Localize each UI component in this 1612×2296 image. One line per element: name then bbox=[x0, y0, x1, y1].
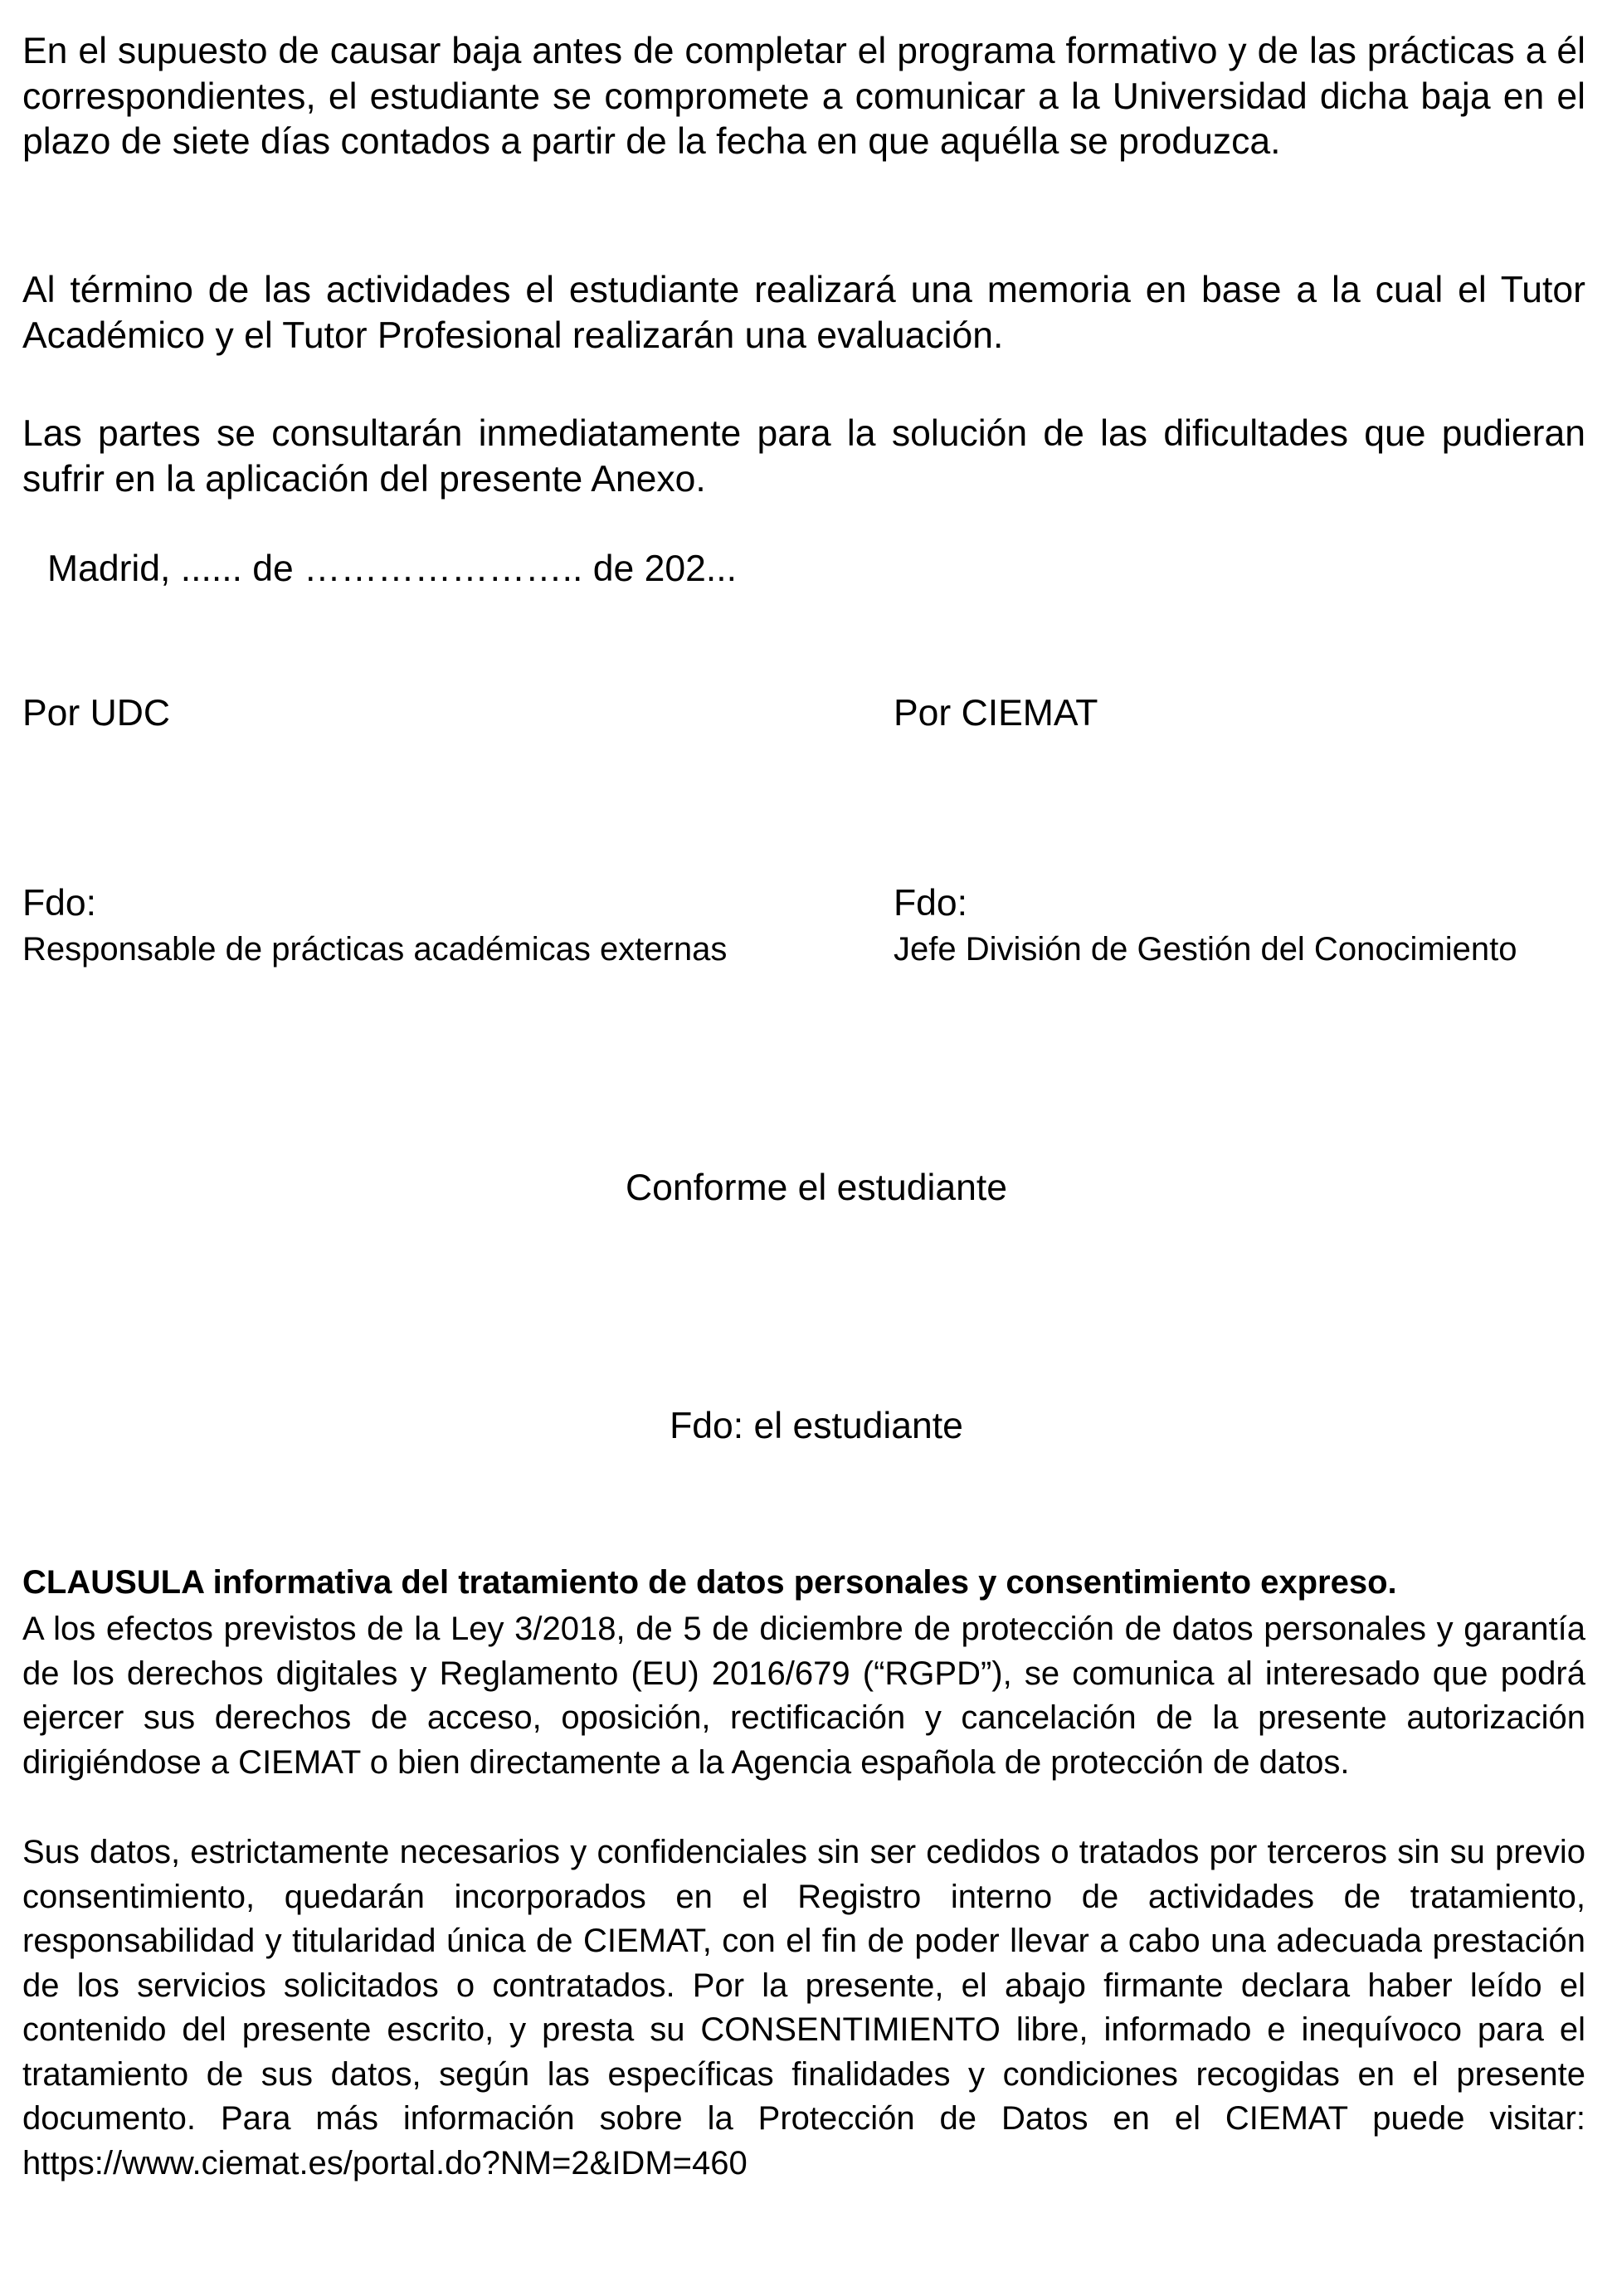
signature-left-role: Responsable de prácticas académicas externas bbox=[22, 931, 728, 968]
student-signature: Fdo: el estudiante bbox=[670, 1406, 963, 1446]
signature-left-header: Por UDC bbox=[22, 693, 171, 734]
signature-right-header: Por CIEMAT bbox=[894, 693, 1098, 734]
clause-paragraph-consent: Sus datos, estrictamente necesarios y confidenciales sin ser cedidos o tratados por terceros sin su previo consentimiento, quedarán incorporados en el Registro interno de actividades de tratamiento, responsabilidad y titularidad única de CIEMAT, con el fin de poder llevar a cabo una adecuada prestación de los servicios solicitados o contratados. Por la presente, el abajo firmante declara haber leído el contenido del presente escrito, y presta su CONSENTIMIENTO libre, informado e inequívoco para el tratamiento de sus datos, según las específicas finalidades y condiciones recogidas en el presente documento. Para más información sobre la Protección de Datos en el CIEMAT puede visitar: https://www.ciemat.es/portal.do?NM=2&IDM=460 bbox=[22, 1834, 1585, 2181]
paragraph-withdrawal: En el supuesto de causar baja antes de completar el programa formativo y de las prácticas a él correspondientes, el estudiante se compromete a comunicar a la Universidad dicha baja en el plazo de siete días contados a partir de la fecha en que aquélla se produzca. bbox=[22, 31, 1585, 162]
student-conforme: Conforme el estudiante bbox=[625, 1167, 1008, 1208]
paragraph-report: Al término de las actividades el estudiante realizará una memoria en base a la cual el Tutor Académico y el Tutor Profesional realizarán una evaluación. bbox=[22, 270, 1585, 356]
paragraph-consultation: Las partes se consultarán inmediatamente para la solución de las dificultades que pudieran sufrir en la aplicación del presente Anexo. bbox=[22, 413, 1585, 500]
date-line: Madrid, ...... de ………………….. de 202... bbox=[47, 548, 737, 589]
signature-right-role: Jefe División de Gestión del Conocimiento bbox=[894, 931, 1517, 968]
clause-title: CLAUSULA informativa del tratamiento de datos personales y consentimiento expreso. bbox=[22, 1564, 1397, 1601]
clause-paragraph-rights: A los efectos previstos de la Ley 3/2018, de 5 de diciembre de protección de datos personales y garantía de los derechos digitales y Reglamento (EU) 2016/679 (“RGPD”), se comunica al interesado que podrá ejercer sus derechos de acceso, oposición, rectificación y cancelación de la presente autorización dirigiéndose a CIEMAT o bien directamente a la Agencia española de protección de datos. bbox=[22, 1611, 1585, 1781]
signature-left-fdo: Fdo: bbox=[22, 883, 97, 924]
signature-right-fdo: Fdo: bbox=[894, 883, 968, 924]
